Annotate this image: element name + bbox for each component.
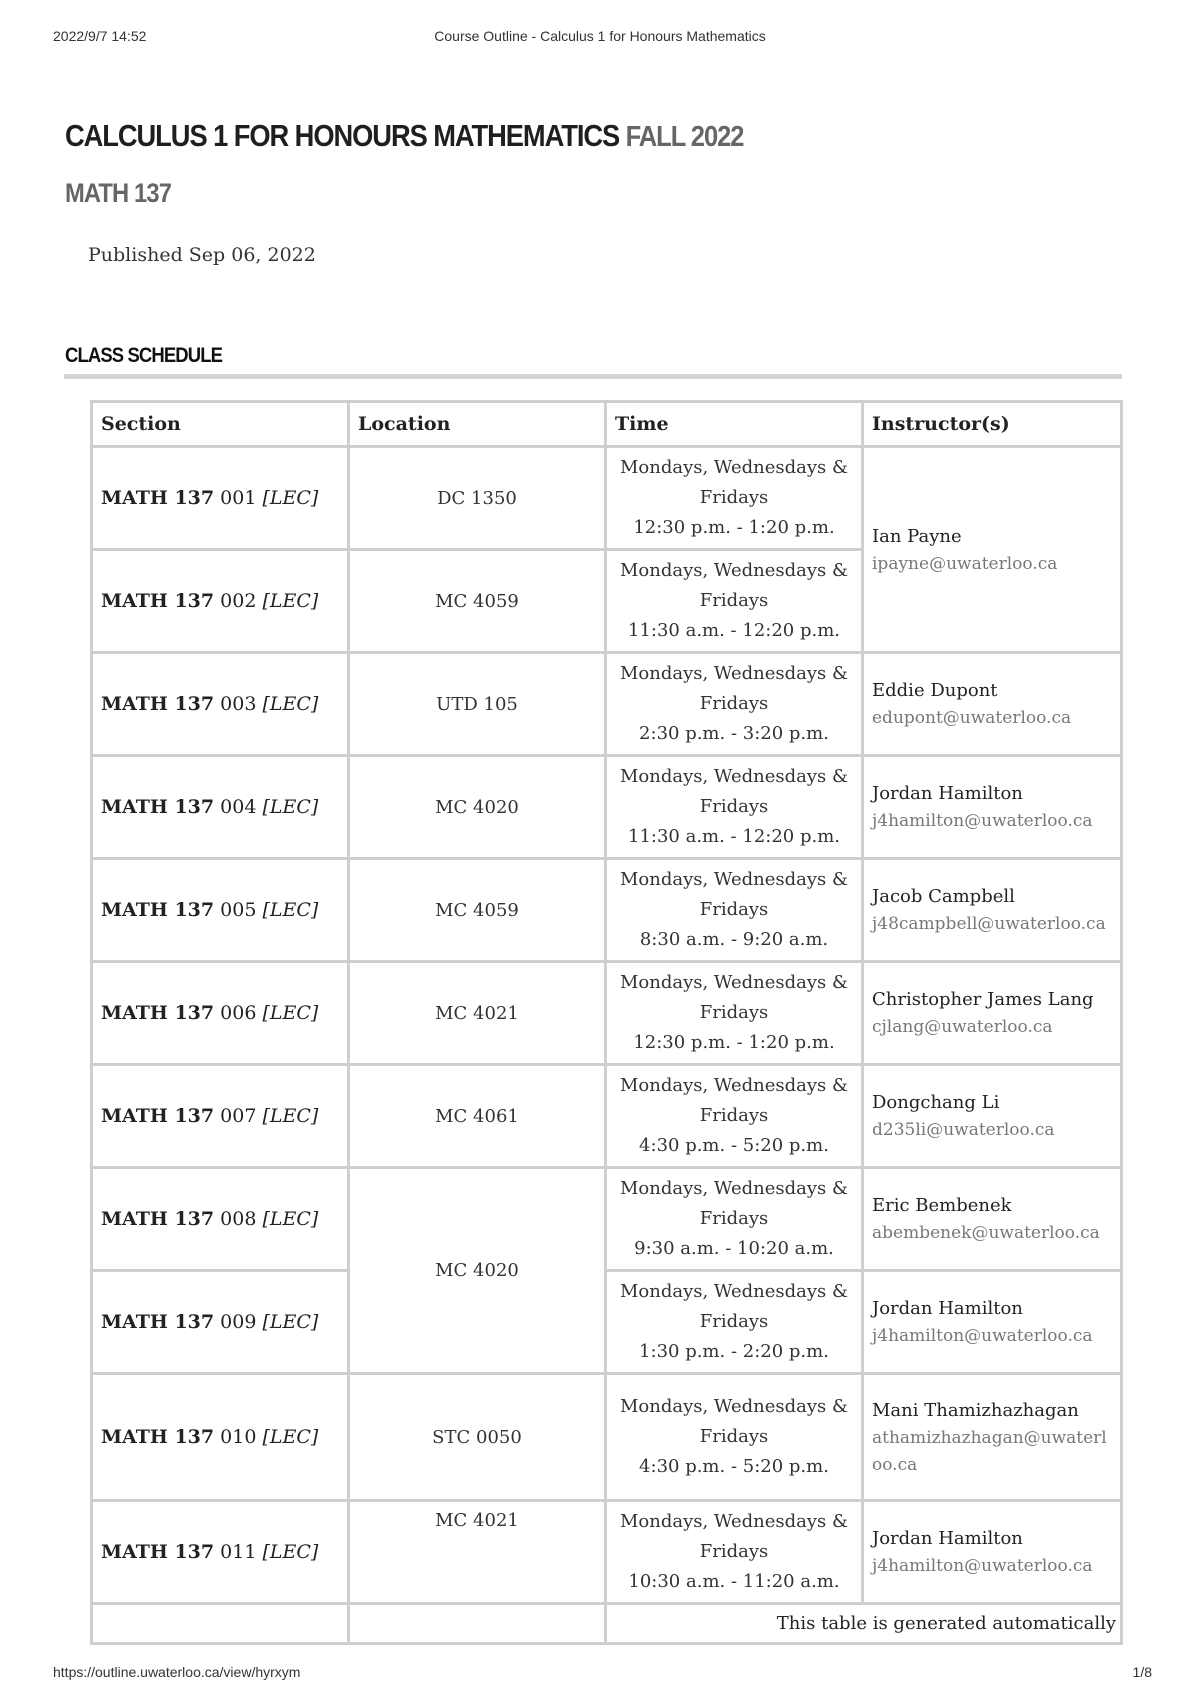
location-cell: MC 4059 bbox=[349, 550, 606, 653]
location-cell: MC 4021 bbox=[349, 1501, 606, 1604]
course-code-label: MATH 137 bbox=[101, 899, 215, 921]
table-row bbox=[92, 859, 1122, 962]
meeting-time: 11:30 a.m. - 12:20 p.m. bbox=[628, 826, 840, 847]
section-divider bbox=[64, 374, 1122, 379]
section-cell bbox=[92, 1065, 349, 1168]
time-cell bbox=[606, 859, 863, 962]
section-number: 004 bbox=[220, 796, 257, 818]
time-cell bbox=[606, 1374, 863, 1501]
section-cell bbox=[92, 756, 349, 859]
instructor-cell bbox=[863, 1501, 1122, 1604]
meeting-time: 12:30 p.m. - 1:20 p.m. bbox=[633, 517, 835, 538]
meeting-days: Mondays, Wednesdays & Fridays bbox=[619, 869, 849, 920]
class-schedule-table bbox=[90, 400, 1123, 1645]
class-schedule-heading: CLASS SCHEDULE bbox=[65, 344, 223, 367]
table-row bbox=[92, 962, 1122, 1065]
course-term: FALL 2022 bbox=[625, 121, 744, 153]
section-type: [LEC] bbox=[262, 487, 319, 509]
table-row bbox=[92, 1065, 1122, 1168]
section-number: 008 bbox=[220, 1208, 257, 1230]
table-footnote: This table is generated automatically bbox=[606, 1604, 1122, 1644]
instructor-cell bbox=[863, 653, 1122, 756]
instructor-cell bbox=[863, 859, 1122, 962]
course-code-label: MATH 137 bbox=[101, 1002, 215, 1024]
section-number: 007 bbox=[220, 1105, 257, 1127]
table-footnote-row bbox=[92, 1604, 1122, 1644]
instructor-cell bbox=[863, 1065, 1122, 1168]
section-number: 009 bbox=[220, 1311, 257, 1333]
section-type: [LEC] bbox=[262, 693, 319, 715]
empty-cell bbox=[92, 1604, 349, 1644]
meeting-time: 12:30 p.m. - 1:20 p.m. bbox=[633, 1032, 835, 1053]
instructor-cell bbox=[863, 1374, 1122, 1501]
instructor-email: abembenek@uwaterloo.ca bbox=[872, 1223, 1100, 1243]
section-number: 003 bbox=[220, 693, 257, 715]
section-cell bbox=[92, 1168, 349, 1271]
meeting-time: 9:30 a.m. - 10:20 a.m. bbox=[634, 1238, 834, 1259]
section-type: [LEC] bbox=[262, 899, 319, 921]
instructor-email: j4hamilton@uwaterloo.ca bbox=[872, 1326, 1093, 1346]
instructor-email: edupont@uwaterloo.ca bbox=[872, 708, 1072, 728]
time-cell bbox=[606, 550, 863, 653]
meeting-days: Mondays, Wednesdays & Fridays bbox=[619, 1281, 849, 1332]
section-type: [LEC] bbox=[262, 1311, 319, 1333]
course-title-text: CALCULUS 1 FOR HONOURS MATHEMATICS bbox=[65, 118, 620, 153]
time-cell bbox=[606, 1501, 863, 1604]
time-cell bbox=[606, 962, 863, 1065]
print-footer bbox=[0, 1664, 1200, 1684]
location-cell: MC 4061 bbox=[349, 1065, 606, 1168]
location-cell: MC 4020 bbox=[349, 756, 606, 859]
instructor-name: Christopher James Lang bbox=[872, 989, 1094, 1010]
instructor-email: j48campbell@uwaterloo.ca bbox=[872, 914, 1106, 934]
meeting-days: Mondays, Wednesdays & Fridays bbox=[619, 560, 849, 611]
print-header bbox=[0, 28, 1200, 48]
instructor-cell bbox=[863, 962, 1122, 1065]
instructor-email: d235li@uwaterloo.ca bbox=[872, 1120, 1055, 1140]
table-row bbox=[92, 1168, 1122, 1271]
table-row bbox=[92, 447, 1122, 550]
location-cell: MC 4020 bbox=[349, 1168, 606, 1374]
meeting-time: 10:30 a.m. - 11:20 a.m. bbox=[628, 1571, 840, 1592]
table-row bbox=[92, 653, 1122, 756]
section-type: [LEC] bbox=[262, 796, 319, 818]
meeting-days: Mondays, Wednesdays & Fridays bbox=[619, 972, 849, 1023]
instructor-name: Dongchang Li bbox=[872, 1092, 1000, 1113]
page-url: https://outline.uwaterloo.ca/view/hyrxym bbox=[53, 1664, 301, 1680]
print-document-title: Course Outline - Calculus 1 for Honours Mathematics bbox=[434, 28, 766, 44]
column-header-instructors: Instructor(s) bbox=[863, 402, 1122, 447]
section-number: 001 bbox=[220, 487, 257, 509]
instructor-email: j4hamilton@uwaterloo.ca bbox=[872, 811, 1093, 831]
course-title bbox=[65, 118, 743, 154]
table-header-row bbox=[92, 402, 1122, 447]
section-type: [LEC] bbox=[262, 1105, 319, 1127]
meeting-days: Mondays, Wednesdays & Fridays bbox=[619, 766, 849, 817]
table-row bbox=[92, 756, 1122, 859]
table-row bbox=[92, 1501, 1122, 1604]
course-code-label: MATH 137 bbox=[101, 796, 215, 818]
section-cell bbox=[92, 1374, 349, 1501]
meeting-days: Mondays, Wednesdays & Fridays bbox=[619, 1396, 849, 1447]
section-type: [LEC] bbox=[262, 1541, 319, 1563]
column-header-time: Time bbox=[606, 402, 863, 447]
print-datetime: 2022/9/7 14:52 bbox=[53, 28, 147, 44]
meeting-time: 2:30 p.m. - 3:20 p.m. bbox=[639, 723, 829, 744]
course-code-label: MATH 137 bbox=[101, 693, 215, 715]
section-number: 010 bbox=[220, 1426, 257, 1448]
location-cell: STC 0050 bbox=[349, 1374, 606, 1501]
meeting-time: 11:30 a.m. - 12:20 p.m. bbox=[628, 620, 840, 641]
section-cell bbox=[92, 550, 349, 653]
instructor-name: Jordan Hamilton bbox=[872, 1528, 1023, 1549]
course-code-label: MATH 137 bbox=[101, 1105, 215, 1127]
meeting-time: 8:30 a.m. - 9:20 a.m. bbox=[639, 929, 829, 950]
instructor-name: Ian Payne bbox=[872, 525, 962, 547]
time-cell bbox=[606, 653, 863, 756]
time-cell bbox=[606, 1271, 863, 1374]
section-type: [LEC] bbox=[262, 590, 319, 612]
published-date: Published Sep 06, 2022 bbox=[88, 244, 316, 266]
location-cell: MC 4021 bbox=[349, 962, 606, 1065]
location-cell: DC 1350 bbox=[349, 447, 606, 550]
instructor-name: Jacob Campbell bbox=[872, 886, 1015, 907]
instructor-email: ipayne@uwaterloo.ca bbox=[872, 553, 1058, 574]
section-cell bbox=[92, 859, 349, 962]
meeting-time: 4:30 p.m. - 5:20 p.m. bbox=[639, 1135, 829, 1156]
instructor-name: Mani Thamizhazhagan bbox=[872, 1399, 1079, 1421]
course-code-label: MATH 137 bbox=[101, 590, 215, 612]
page-number: 1/8 bbox=[1132, 1664, 1152, 1680]
column-header-section: Section bbox=[92, 402, 349, 447]
column-header-location: Location bbox=[349, 402, 606, 447]
course-code-label: MATH 137 bbox=[101, 487, 215, 509]
instructor-name: Jordan Hamilton bbox=[872, 783, 1023, 804]
section-cell bbox=[92, 1501, 349, 1604]
instructor-email: j4hamilton@uwaterloo.ca bbox=[872, 1556, 1093, 1576]
time-cell bbox=[606, 1065, 863, 1168]
instructor-cell bbox=[863, 447, 1122, 653]
meeting-time: 1:30 p.m. - 2:20 p.m. bbox=[639, 1341, 829, 1362]
empty-cell bbox=[349, 1604, 606, 1644]
meeting-days: Mondays, Wednesdays & Fridays bbox=[619, 457, 849, 508]
meeting-days: Mondays, Wednesdays & Fridays bbox=[619, 1178, 849, 1229]
section-type: [LEC] bbox=[262, 1208, 319, 1230]
section-cell bbox=[92, 962, 349, 1065]
section-number: 006 bbox=[220, 1002, 257, 1024]
section-number: 005 bbox=[220, 899, 257, 921]
table-row bbox=[92, 1374, 1122, 1501]
section-cell bbox=[92, 653, 349, 756]
section-cell bbox=[92, 1271, 349, 1374]
meeting-days: Mondays, Wednesdays & Fridays bbox=[619, 1511, 849, 1562]
location-cell: MC 4059 bbox=[349, 859, 606, 962]
instructor-email: athamizhazhagan@uwaterloo.ca bbox=[872, 1427, 1107, 1475]
time-cell bbox=[606, 1168, 863, 1271]
instructor-name: Eric Bembenek bbox=[872, 1195, 1012, 1216]
course-code-label: MATH 137 bbox=[101, 1208, 215, 1230]
section-cell bbox=[92, 447, 349, 550]
course-code-label: MATH 137 bbox=[101, 1311, 215, 1333]
section-type: [LEC] bbox=[262, 1426, 319, 1448]
time-cell bbox=[606, 756, 863, 859]
meeting-days: Mondays, Wednesdays & Fridays bbox=[619, 663, 849, 714]
instructor-name: Jordan Hamilton bbox=[872, 1298, 1023, 1319]
instructor-cell bbox=[863, 1168, 1122, 1271]
section-number: 011 bbox=[220, 1541, 257, 1563]
meeting-time: 4:30 p.m. - 5:20 p.m. bbox=[639, 1456, 829, 1477]
time-cell bbox=[606, 447, 863, 550]
instructor-cell bbox=[863, 756, 1122, 859]
table-row bbox=[92, 1271, 1122, 1374]
course-code-label: MATH 137 bbox=[101, 1426, 215, 1448]
section-number: 002 bbox=[220, 590, 257, 612]
section-type: [LEC] bbox=[262, 1002, 319, 1024]
instructor-email: cjlang@uwaterloo.ca bbox=[872, 1017, 1053, 1037]
course-code-label: MATH 137 bbox=[101, 1541, 215, 1563]
instructor-name: Eddie Dupont bbox=[872, 680, 998, 701]
location-cell: UTD 105 bbox=[349, 653, 606, 756]
meeting-days: Mondays, Wednesdays & Fridays bbox=[619, 1075, 849, 1126]
instructor-cell bbox=[863, 1271, 1122, 1374]
course-code: MATH 137 bbox=[65, 178, 172, 208]
